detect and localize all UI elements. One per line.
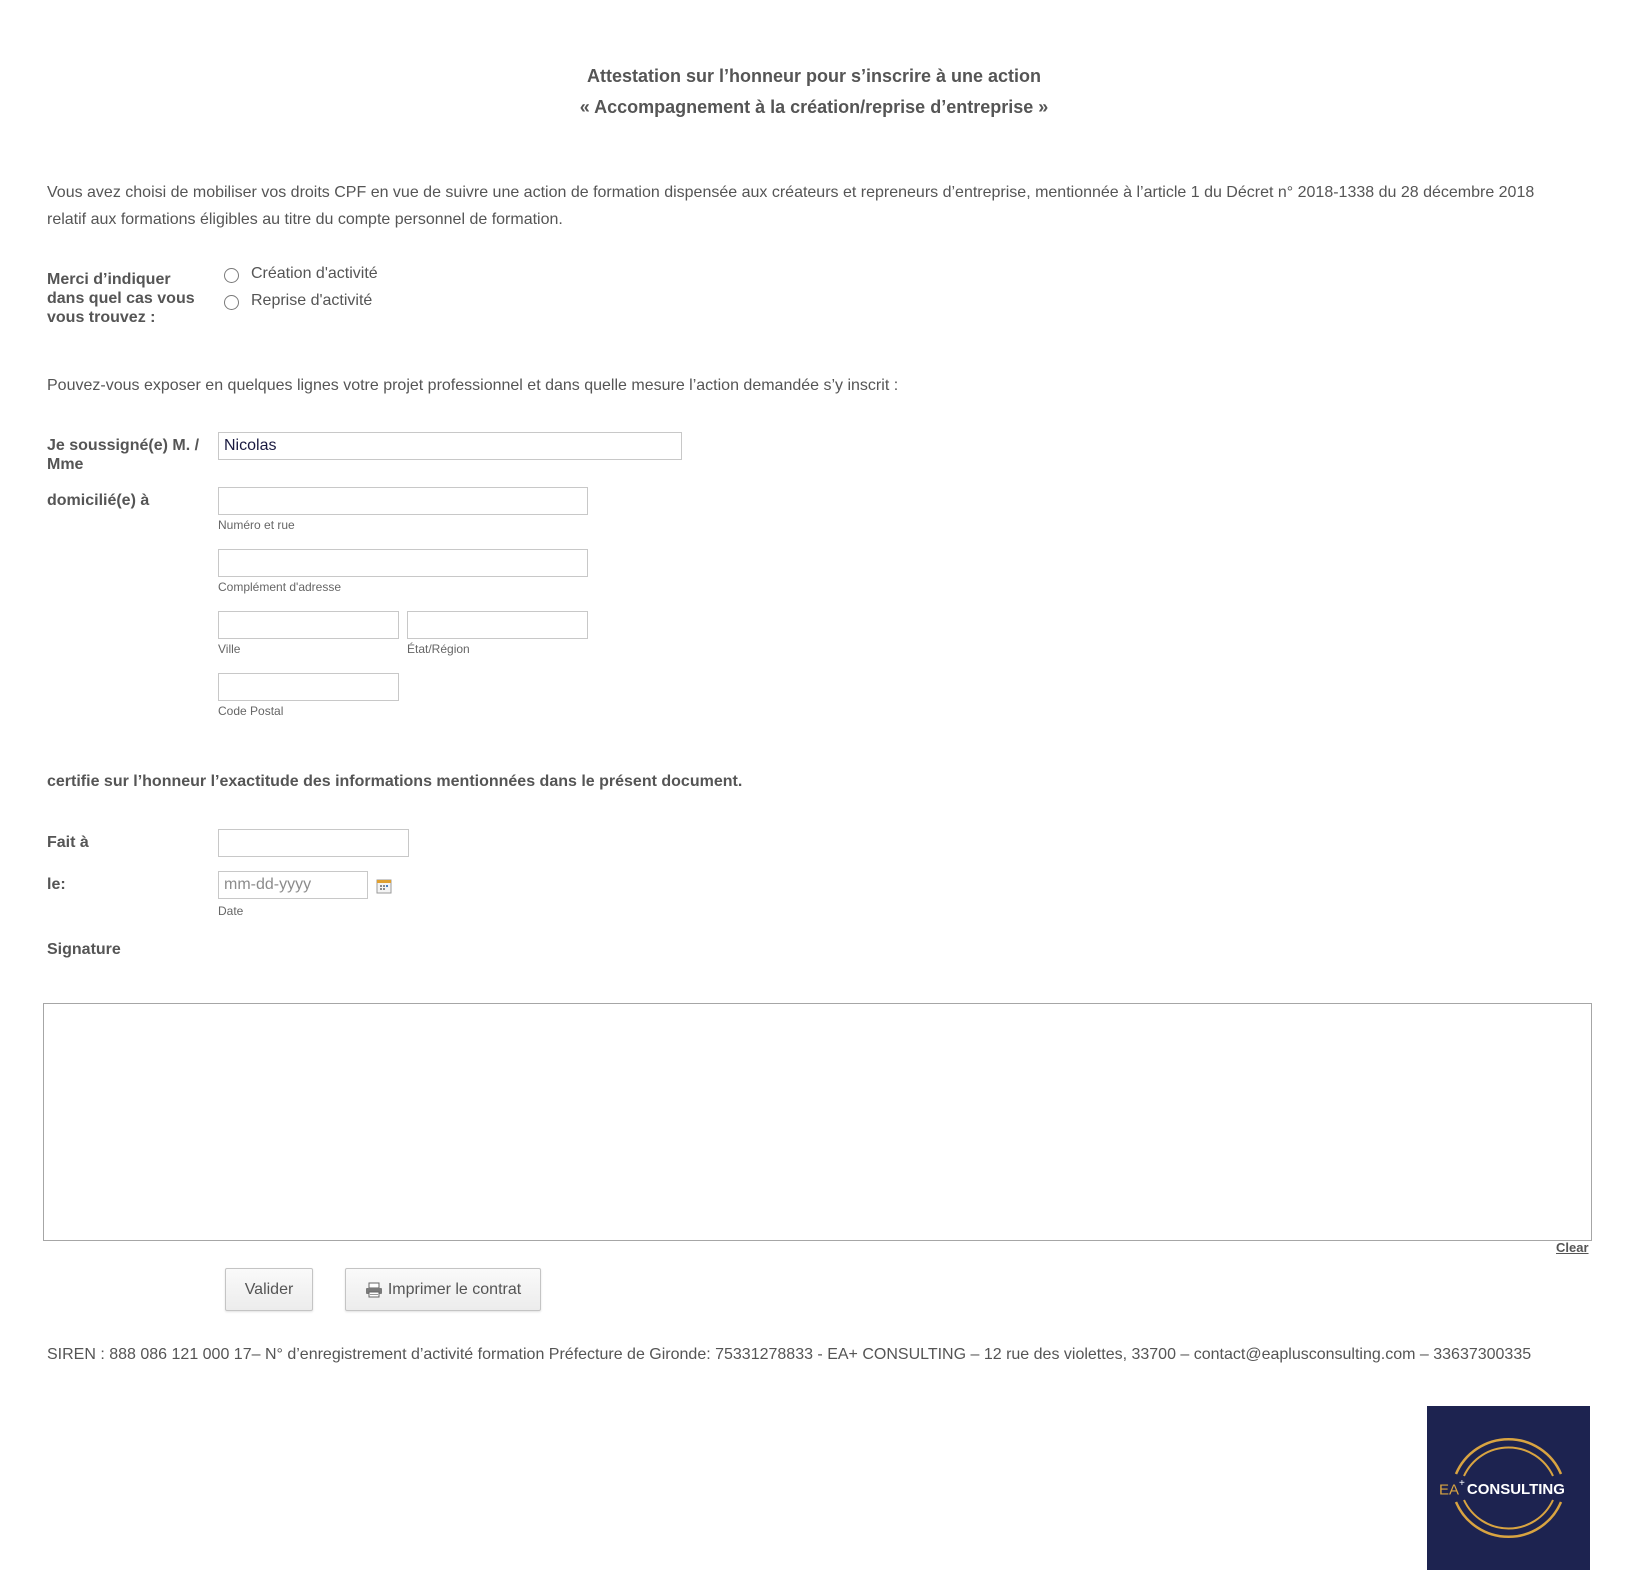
signature-pad[interactable] <box>43 1003 1592 1241</box>
intro-line-1: Vous avez choisi de mobiliser vos droits CPF en vue de suivre une action de formation dispensée aux créateurs et repreneurs d’entreprise, mentionnée à l’article 1 du Décret n° 2018-1338 du 28 décembre 2018 <box>47 184 1535 201</box>
place-label: Fait à <box>47 834 89 851</box>
calendar-icon[interactable] <box>376 878 392 894</box>
street-sublabel: Numéro et rue <box>218 518 295 532</box>
page-title: Attestation sur l’honneur pour s’inscrire à une action <box>586 66 1042 86</box>
date-input[interactable] <box>218 871 368 899</box>
name-label: Je soussigné(e) M. / Mme <box>47 437 200 473</box>
postal-code-input[interactable] <box>218 673 399 701</box>
company-logo <box>1427 1406 1590 1570</box>
certify-statement: certifie sur l’honneur l’exactitude des informations mentionnées dans le présent document. <box>47 773 743 790</box>
address-complement-input[interactable] <box>218 549 588 577</box>
situation-label: Merci d’indiquer dans quel cas vous vous trouvez : <box>47 271 195 326</box>
print-contract-button[interactable] <box>345 1268 541 1311</box>
radio-button-creation[interactable] <box>224 268 239 283</box>
project-prompt: Pouvez-vous exposer en quelques lignes votre projet professionnel et dans quelle mesure l’action demandée s’y inscrit : <box>47 377 899 394</box>
radio-label-reprise: Reprise d'activité <box>251 292 373 309</box>
street-input[interactable] <box>218 487 588 515</box>
date-sublabel: Date <box>218 904 244 918</box>
region-sublabel: État/Région <box>407 642 470 656</box>
date-label: le: <box>47 876 66 893</box>
place-input[interactable] <box>218 829 409 857</box>
page-subtitle: « Accompagnement à la création/reprise d’entreprise » <box>579 97 1049 117</box>
postal-code-sublabel: Code Postal <box>218 704 284 718</box>
radio-creation[interactable] <box>224 265 378 283</box>
radio-reprise[interactable] <box>224 292 372 310</box>
signature-label: Signature <box>47 941 121 958</box>
city-input[interactable] <box>218 611 399 639</box>
submit-button-label: Valider <box>244 1280 294 1298</box>
radio-button-reprise[interactable] <box>224 295 239 310</box>
radio-label-creation: Création d'activité <box>251 265 378 282</box>
logo-text: EA+ CONSULTING <box>1439 1478 1565 1499</box>
printer-icon <box>365 1282 383 1298</box>
city-sublabel: Ville <box>218 642 241 656</box>
footer-legal-info: SIREN : 888 086 121 000 17– N° d’enregistrement d’activité formation Préfecture de Gironde: 75331278833 - EA+ CONSULTING – 12 rue des violettes, 33700 – contact@eaplusconsulting.com – 33637300335 <box>47 1346 1532 1363</box>
print-button-label: Imprimer le contrat <box>387 1280 522 1298</box>
clear-signature-link[interactable]: Clear <box>1556 1240 1589 1255</box>
address-label: domicilié(e) à <box>47 492 150 509</box>
address-complement-sublabel: Complément d'adresse <box>218 580 342 594</box>
name-input[interactable] <box>218 432 682 460</box>
intro-line-2: relatif aux formations éligibles au titre du compte personnel de formation. <box>47 211 563 228</box>
submit-button[interactable] <box>225 1268 313 1311</box>
region-input[interactable] <box>407 611 588 639</box>
